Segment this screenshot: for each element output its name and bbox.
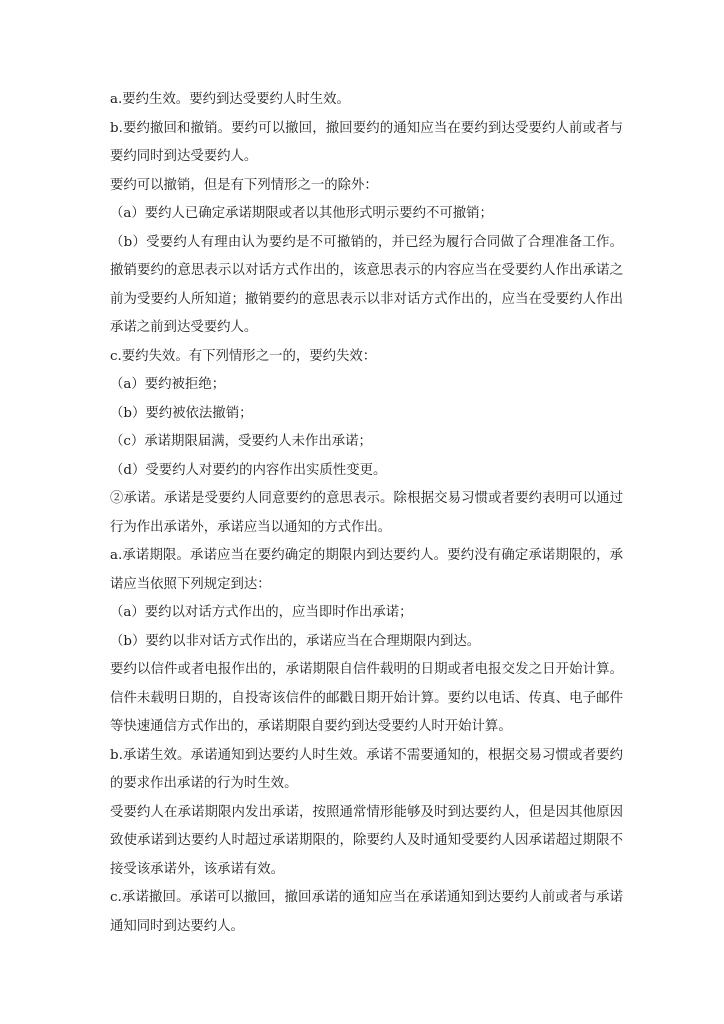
- paragraph-acceptance-period: a.承诺期限。承诺应当在要约确定的期限内到达要约人。要约没有确定承诺期限的，承诺应当依照下列规定到达：: [110, 548, 623, 592]
- paragraph-acceptance: ②承诺。承诺是受要约人同意要约的意思表示。除根据交易习惯或者要约表明可以通过行为作出承诺外，承诺应当以通知的方式作出。: [110, 491, 623, 535]
- paragraph-late-acceptance: 受要约人在承诺期限内发出承诺，按照通常情形能够及时到达要约人，但是因其他原因致使承诺到达要约人时超过承诺期限的，除要约人及时通知受要约人因承诺超过期限不接受该承诺外，该承诺有效。: [110, 804, 623, 877]
- list-item: （c）承诺期限届满，受要约人未作出承诺；: [110, 434, 372, 449]
- paragraph-offer-withdrawal: b.要约撤回和撤销。要约可以撤回，撤回要约的通知应当在要约到达受要约人前或者与要约同时到达受要约人。: [110, 120, 623, 164]
- document-body: [110, 86, 623, 941]
- list-item: （d）受要约人对要约的内容作出实质性变更。: [110, 462, 387, 478]
- list-item: （b）要约以非对话方式作出的，承诺应当在合理期限内到达。: [110, 633, 481, 649]
- paragraph-period-calculation: 要约以信件或者电报作出的，承诺期限自信件载明的日期或者电报交发之日开始计算。信件未载明日期的，自投寄该信件的邮戳日期开始计算。要约以电话、传真、电子邮件等快速通信方式作出的，承诺期限自要约到达受要约人时开始计算。: [110, 662, 623, 734]
- list-item: （a）要约被拒绝；: [110, 377, 226, 392]
- paragraph-offer-lapse: c.要约失效。有下列情形之一的，要约失效：: [110, 348, 377, 364]
- paragraph-revocation-exceptions: 要约可以撤销，但是有下列情形之一的除外：: [110, 177, 378, 193]
- paragraph-acceptance-effective: b.承诺生效。承诺通知到达要约人时生效。承诺不需要通知的，根据交易习惯或者要约的要求作出承诺的行为时生效。: [110, 747, 623, 791]
- paragraph-acceptance-withdrawal: c.承诺撤回。承诺可以撤回，撤回承诺的通知应当在承诺通知到达要约人前或者与承诺通知同时到达要约人。: [110, 890, 623, 934]
- list-item: （a）要约人已确定承诺期限或者以其他形式明示要约不可撤销；: [110, 206, 493, 221]
- list-item: （b）受要约人有理由认为要约是不可撤销的，并已经为履行合同做了合理准备工作。撤销要约的意思表示以对话方式作出的，该意思表示的内容应当在受要约人作出承诺之前为受要约人所知道；撤销要约的意思表示以非对话方式作出的，应当在受要约人作出承诺之前到达受要约人。: [110, 234, 623, 335]
- paragraph-offer-effective: a.要约生效。要约到达受要约人时生效。: [110, 92, 350, 107]
- list-item: （a）要约以对话方式作出的，应当即时作出承诺；: [110, 605, 413, 620]
- list-item: （b）要约被依法撤销；: [110, 405, 253, 421]
